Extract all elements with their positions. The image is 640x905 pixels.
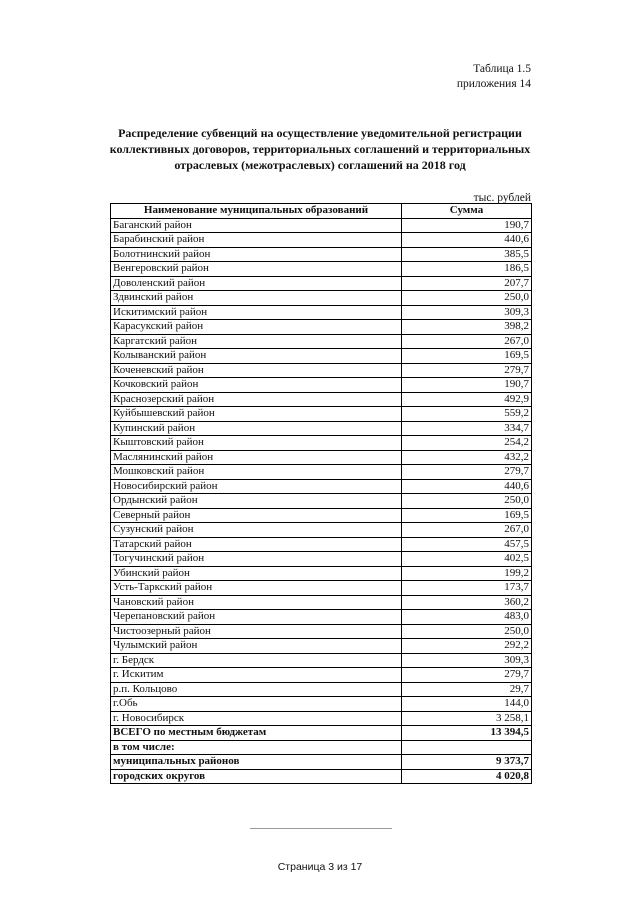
municipality-name: г. Искитим [111, 668, 402, 683]
subsidy-amount: 309,3 [402, 653, 532, 668]
subsidy-amount: 279,7 [402, 465, 532, 480]
subsidy-amount: 432,2 [402, 450, 532, 465]
table-row [111, 436, 532, 451]
appendix-reference: приложения 14 [456, 78, 531, 90]
table-row [111, 537, 532, 552]
municipality-name: Кочковский район [111, 378, 402, 393]
table-row [111, 276, 532, 291]
summary-row [111, 740, 532, 755]
subsidy-amount: 9 373,7 [402, 755, 532, 770]
subsidy-amount: 199,2 [402, 566, 532, 581]
subsidy-amount: 440,6 [402, 479, 532, 494]
table-row [111, 465, 532, 480]
municipality-name: Кыштовский район [111, 436, 402, 451]
table-row [111, 479, 532, 494]
subsidy-amount: 169,5 [402, 349, 532, 364]
table-row [111, 407, 532, 422]
municipality-name: Баганский район [111, 218, 402, 233]
municipality-name: Новосибирский район [111, 479, 402, 494]
municipality-name: Купинский район [111, 421, 402, 436]
subsidy-amount: 169,5 [402, 508, 532, 523]
subsidy-amount: 254,2 [402, 436, 532, 451]
table-row [111, 233, 532, 248]
table-row [111, 624, 532, 639]
table-row [111, 566, 532, 581]
table-row [111, 450, 532, 465]
table-row [111, 262, 532, 277]
summary-row [111, 755, 532, 770]
table-row [111, 378, 532, 393]
subsidy-table [110, 203, 532, 784]
table-row [111, 508, 532, 523]
municipality-name: в том числе: [111, 740, 402, 755]
municipality-name: Венгеровский район [111, 262, 402, 277]
subsidy-amount: 334,7 [402, 421, 532, 436]
municipality-name: р.п. Кольцово [111, 682, 402, 697]
subsidy-amount: 173,7 [402, 581, 532, 596]
table-row [111, 653, 532, 668]
municipality-name: ВСЕГО по местным бюджетам [111, 726, 402, 741]
subsidy-amount: 398,2 [402, 320, 532, 335]
table-row [111, 494, 532, 509]
table-row [111, 682, 532, 697]
subsidy-amount: 483,0 [402, 610, 532, 625]
table-row [111, 247, 532, 262]
subsidy-amount: 440,6 [402, 233, 532, 248]
table-row [111, 697, 532, 712]
municipality-name: городских округов [111, 769, 402, 784]
municipality-name: Здвинский район [111, 291, 402, 306]
municipality-name: Северный район [111, 508, 402, 523]
table-row [111, 711, 532, 726]
table-row [111, 421, 532, 436]
municipality-name: Усть-Таркский район [111, 581, 402, 596]
subsidy-amount: 279,7 [402, 363, 532, 378]
subsidy-amount: 360,2 [402, 595, 532, 610]
municipality-name: Сузунский район [111, 523, 402, 538]
municipality-name: Убинский район [111, 566, 402, 581]
table-row [111, 320, 532, 335]
document-title: Распределение субвенций на осуществление уведомительной регистрации коллективных договоров, территориальных соглашений и территориальных отраслевых (межотраслевых) соглашений на 2018 год [109, 126, 531, 172]
subsidy-amount: 3 258,1 [402, 711, 532, 726]
municipality-name: Мошковский район [111, 465, 402, 480]
table-row [111, 363, 532, 378]
table-row [111, 639, 532, 654]
table-number: Таблица 1.5 [473, 63, 531, 75]
table-row [111, 610, 532, 625]
municipality-name: Каргатский район [111, 334, 402, 349]
table-header-row [111, 204, 532, 219]
subsidy-amount: 250,0 [402, 494, 532, 509]
units-label: тыс. рублей [473, 192, 531, 204]
subsidy-amount: 4 020,8 [402, 769, 532, 784]
table-row [111, 595, 532, 610]
page-number: Страница 3 из 17 [277, 861, 363, 873]
municipality-name: Искитимский район [111, 305, 402, 320]
subsidy-amount: 186,5 [402, 262, 532, 277]
summary-row [111, 769, 532, 784]
municipality-name: Татарский район [111, 537, 402, 552]
footer-divider [250, 828, 392, 829]
municipality-name: Колыванский район [111, 349, 402, 364]
table-row [111, 291, 532, 306]
subsidy-amount: 492,9 [402, 392, 532, 407]
subsidy-amount: 13 394,5 [402, 726, 532, 741]
municipality-name: Барабинский район [111, 233, 402, 248]
municipality-name: г. Бердск [111, 653, 402, 668]
table-body [111, 218, 532, 784]
municipality-name: Ордынский район [111, 494, 402, 509]
municipality-name: Чистоозерный район [111, 624, 402, 639]
table-row [111, 349, 532, 364]
subsidy-amount: 250,0 [402, 291, 532, 306]
subsidy-amount: 190,7 [402, 218, 532, 233]
subsidy-amount: 144,0 [402, 697, 532, 712]
municipality-name: Куйбышевский район [111, 407, 402, 422]
table-row [111, 218, 532, 233]
municipality-name: Карасукский район [111, 320, 402, 335]
municipality-name: Чулымский район [111, 639, 402, 654]
subsidy-amount: 267,0 [402, 334, 532, 349]
subsidy-amount: 309,3 [402, 305, 532, 320]
municipality-name: Коченевский район [111, 363, 402, 378]
subsidy-amount: 279,7 [402, 668, 532, 683]
subsidy-amount: 250,0 [402, 624, 532, 639]
municipality-name: Маслянинский район [111, 450, 402, 465]
table-row [111, 392, 532, 407]
municipality-name: Тогучинский район [111, 552, 402, 567]
table-row [111, 581, 532, 596]
municipality-name: Болотнинский район [111, 247, 402, 262]
table-row [111, 523, 532, 538]
table-row [111, 668, 532, 683]
subsidy-amount: 292,2 [402, 639, 532, 654]
municipality-name: Черепановский район [111, 610, 402, 625]
table-row [111, 305, 532, 320]
subsidy-amount: 457,5 [402, 537, 532, 552]
table-row [111, 552, 532, 567]
column-header-sum: Сумма [402, 204, 532, 219]
table-reference [457, 62, 531, 92]
municipality-name: муниципальных районов [111, 755, 402, 770]
summary-row [111, 726, 532, 741]
subsidy-amount [402, 740, 532, 755]
column-header-name: Наименование муниципальных образований [111, 204, 402, 219]
municipality-name: Краснозерский район [111, 392, 402, 407]
subsidy-amount: 207,7 [402, 276, 532, 291]
municipality-name: Чановский район [111, 595, 402, 610]
subsidy-amount: 267,0 [402, 523, 532, 538]
subsidy-amount: 559,2 [402, 407, 532, 422]
municipality-name: г. Новосибирск [111, 711, 402, 726]
table-row [111, 334, 532, 349]
municipality-name: Доволенский район [111, 276, 402, 291]
subsidy-amount: 29,7 [402, 682, 532, 697]
subsidy-amount: 385,5 [402, 247, 532, 262]
municipality-name: г.Обь [111, 697, 402, 712]
subsidy-amount: 402,5 [402, 552, 532, 567]
subsidy-amount: 190,7 [402, 378, 532, 393]
